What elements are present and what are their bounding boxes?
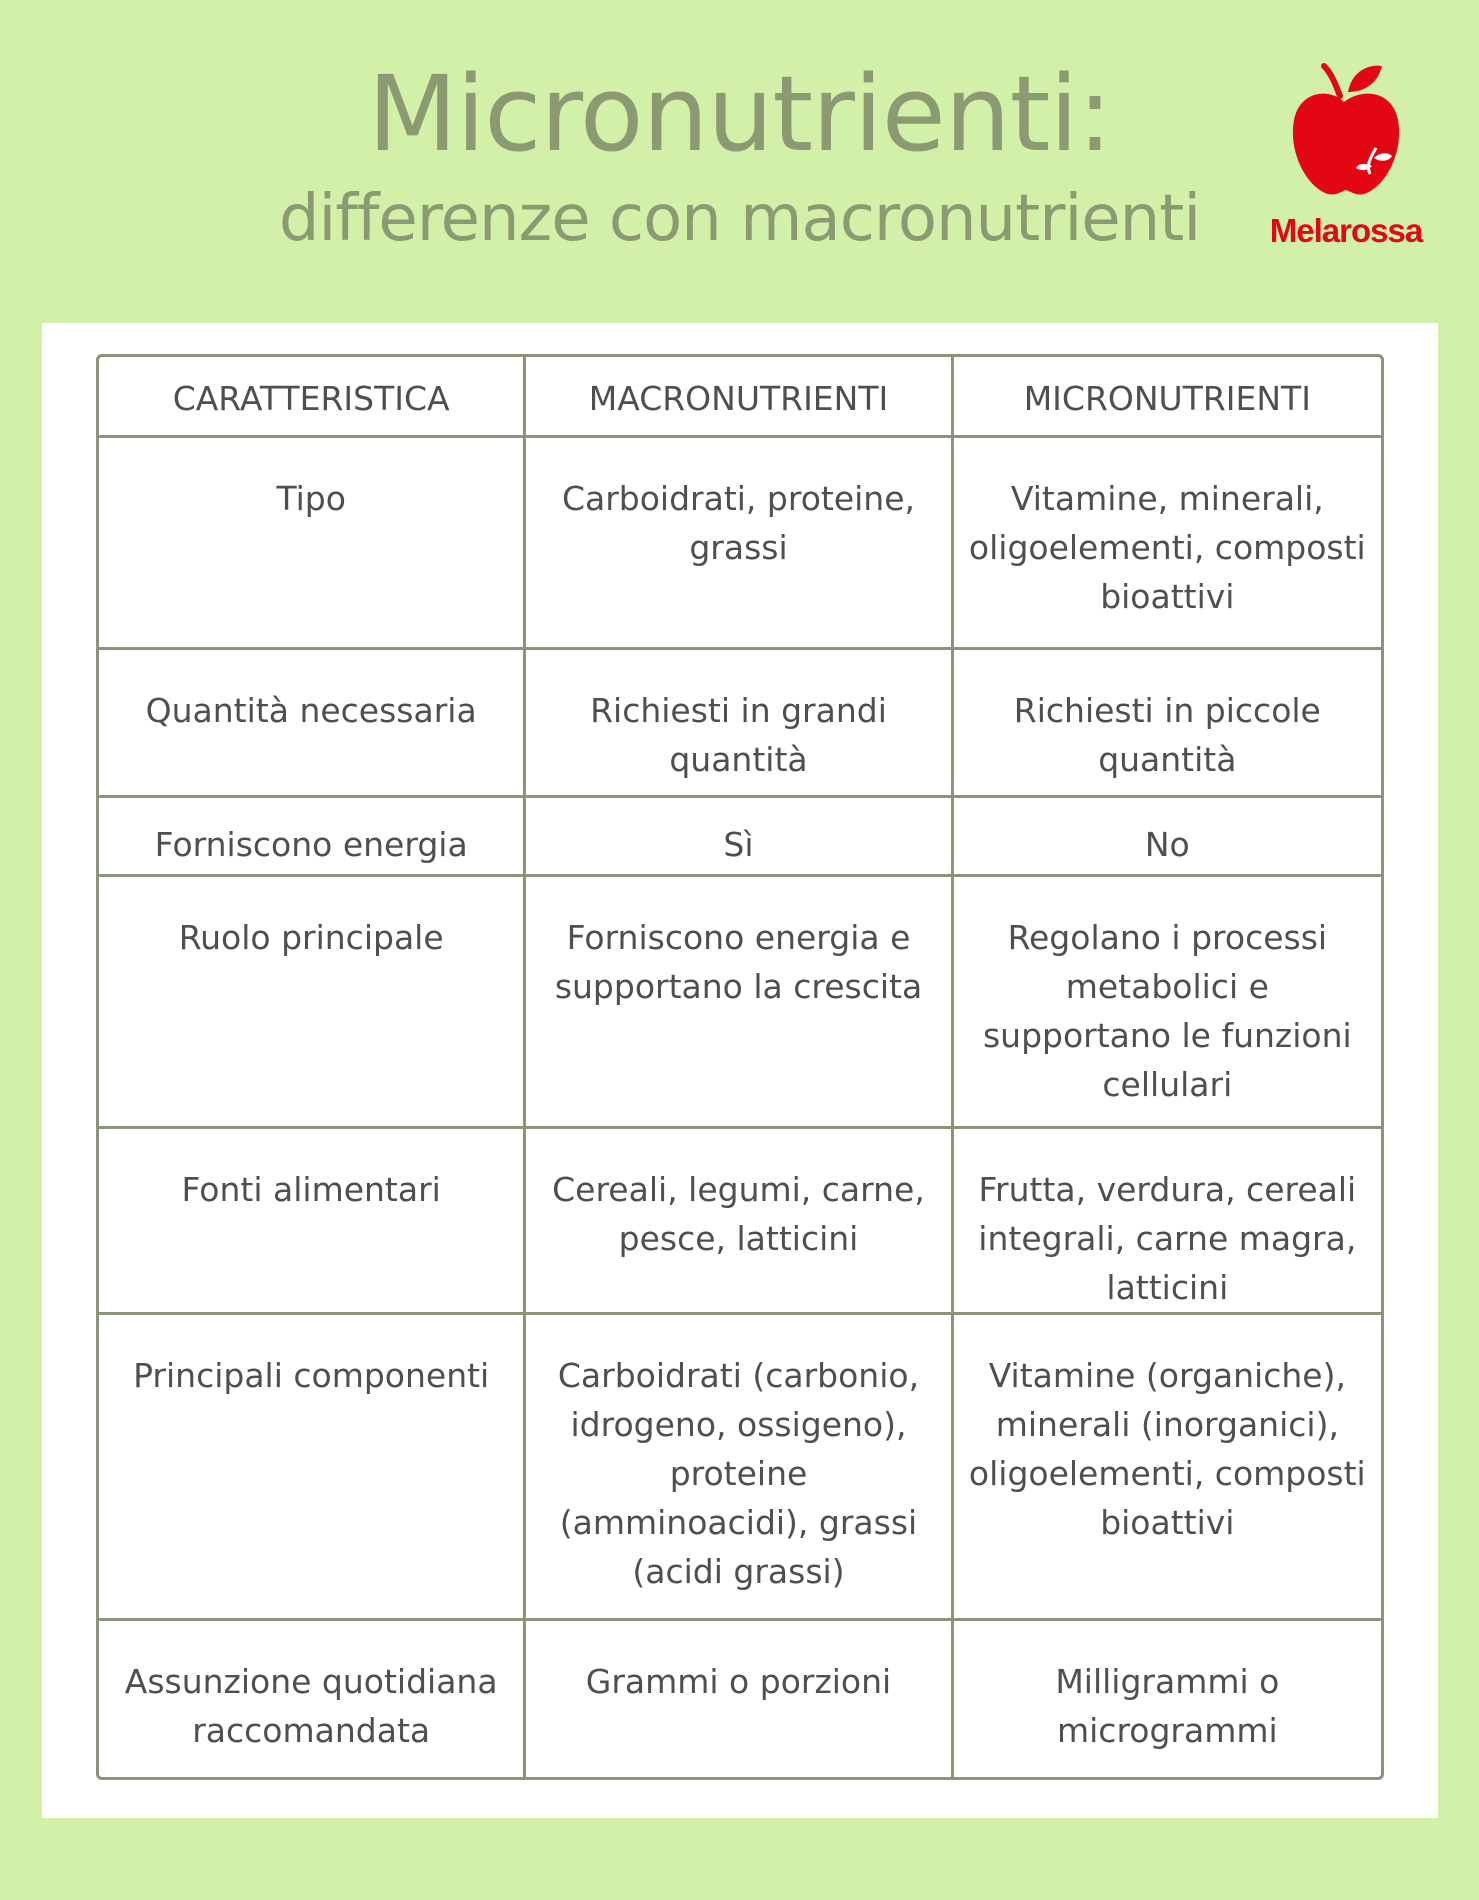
table-row [99,1315,1381,1621]
macro-cell: Grammi o porzioni [526,1621,953,1777]
column-header-micronutrienti: MICRONUTRIENTI [954,357,1381,438]
row-label: Tipo [99,438,526,650]
macro-cell: Cereali, legumi, carne, pesce, latticini [526,1129,953,1315]
table-row [99,877,1381,1129]
row-label: Quantità necessaria [99,650,526,798]
table-row [99,798,1381,877]
micro-cell: Regolano i processi metabolici e supportano le funzioni cellulari [954,877,1381,1129]
comparison-table [96,354,1384,1780]
micro-cell: Vitamine (organiche), minerali (inorganici), oligoelementi, composti bioattivi [954,1315,1381,1621]
micro-cell: No [954,798,1381,877]
row-label: Principali componenti [99,1315,526,1621]
table-row [99,1129,1381,1315]
page-title: Micronutrienti: [367,53,1112,175]
micro-cell: Richiesti in piccole quantità [954,650,1381,798]
micro-cell: Vitamine, minerali, oligoelementi, composti bioattivi [954,438,1381,650]
macro-cell: Carboidrati (carbonio, idrogeno, ossigeno), proteine (amminoacidi), grassi (acidi grassi) [526,1315,953,1621]
table-header-row [99,357,1381,438]
row-label: Fonti alimentari [99,1129,526,1315]
macro-cell: Carboidrati, proteine, grassi [526,438,953,650]
micro-cell: Frutta, verdura, cereali integrali, carne magra, latticini [954,1129,1381,1315]
table-row [99,650,1381,798]
page-subtitle: differenze con macronutrienti [278,182,1201,256]
column-header-caratteristica: CARATTERISTICA [99,357,526,438]
micro-cell: Milligrammi o microgrammi [1055,1662,1280,1750]
column-header-macronutrienti: MACRONUTRIENTI [526,357,953,438]
comparison-card [42,323,1438,1818]
apple-icon [1290,62,1402,202]
row-label: Forniscono energia [99,798,526,877]
macro-cell: Richiesti in grandi quantità [526,650,953,798]
melarossa-logo [1258,62,1434,262]
row-label: Assunzione quotidiana raccomandata [99,1621,526,1777]
logo-brand-text: Melarossa [1269,212,1423,249]
row-label: Ruolo principale [99,877,526,1129]
table-row [99,1621,1381,1777]
table-row [99,438,1381,650]
macro-cell: Forniscono energia e supportano la crescita [526,877,953,1129]
macro-cell: Sì [526,798,953,877]
